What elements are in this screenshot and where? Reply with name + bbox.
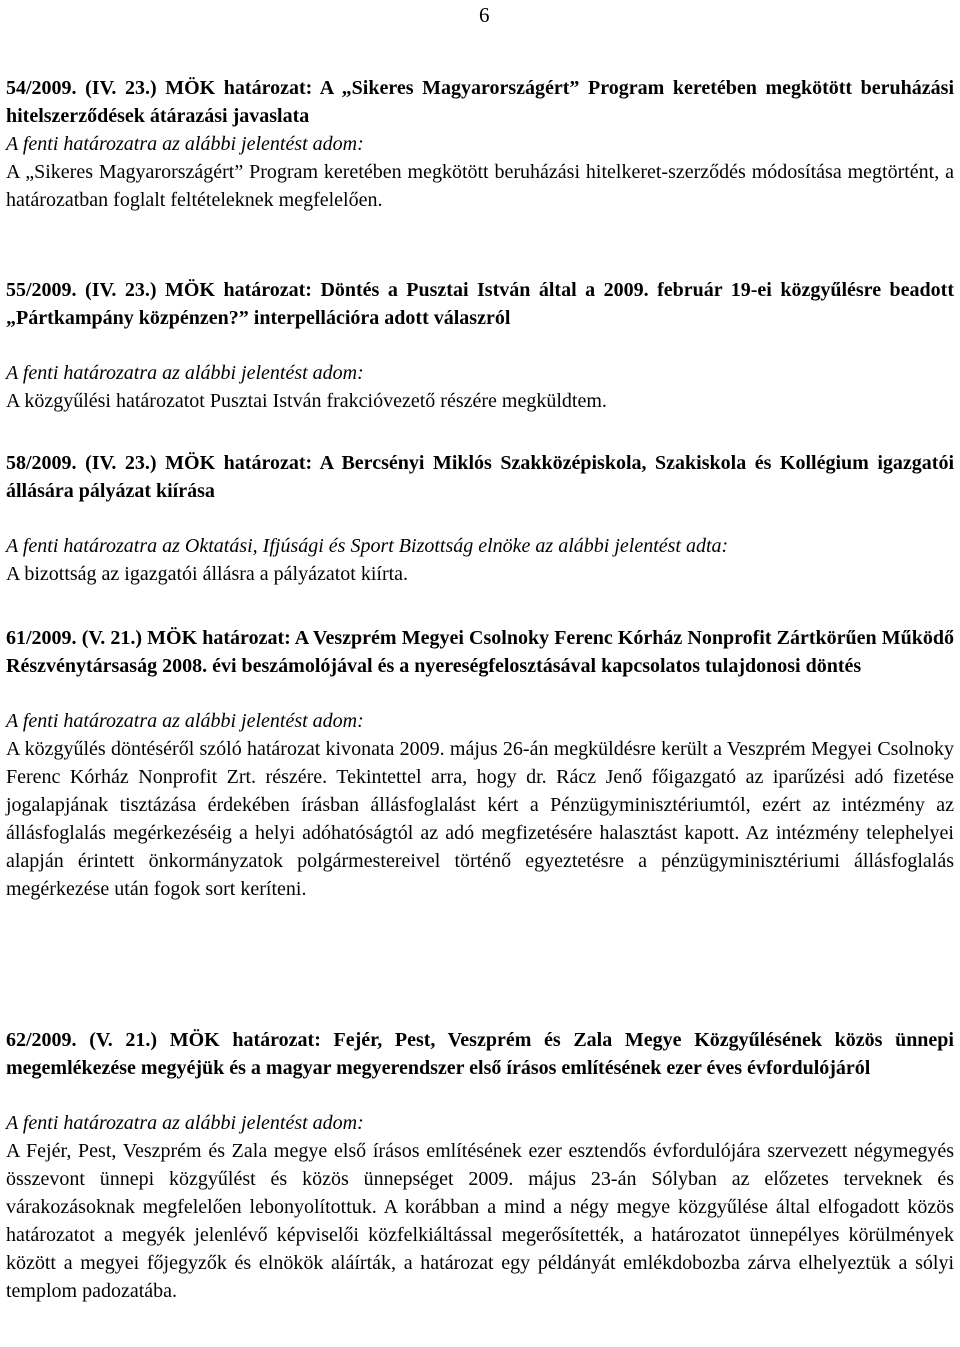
report-body: A Fejér, Pest, Veszprém és Zala megye első írásos említésének ezer esztendős évfordulójára szervezett négymegyés összevont ünnepi közgyűlést és közös ünnepséget 2009. május 23-án Sólyban az előzetes terveknek és várakozásoknak megfelelően lebonyolítottuk. A korábban a mind a négy megye közgyűlése által elfogadott közös határozatot a megyék jelenlévő képviselői közfelkiáltással megerősítették, a határozatot ünnepélyes körülmények között a megyei főjegyzők és elnökök aláírták, a határozat egy példányát emlékdobozba zárva elhelyeztük a sólyi templom padozatába. [6, 1140, 954, 1302]
report-label: A fenti határozatra az Oktatási, Ifjúsági és Sport Bizottság elnöke az alábbi jelentést adta: [6, 535, 729, 557]
report-body: A közgyűlés döntéséről szóló határozat kivonata 2009. május 26-án megküldésre került a Veszprém Megyei Csolnoky Ferenc Kórház Nonprofit Zrt. részére. Tekintettel arra, hogy dr. Rácz Jenő főigazgató az iparűzési adó fizetése jogalapjának tisztázása érdekében írásban állásfoglalást kért a Pénzügyminisztériumtól, ezért az intézmény az állásfoglalás megérkezéséig a helyi adóhatóságtól az adó megfizetésére halasztást kapott. Az intézmény telephelyei alapján érintett önkormányzatok polgármestereivel történő egyeztetésre a pénzügyminisztériumi állásfoglalás megérkezése után fogok sort keríteni. [6, 738, 954, 900]
resolution-entry [6, 1026, 954, 1305]
report-body: A közgyűlési határozatot Pusztai István frakcióvezető részére megküldtem. [6, 390, 607, 412]
resolution-entry [6, 449, 954, 588]
report-body: A „Sikeres Magyarországért” Program keretében megkötött beruházási hitelkeret-szerződés módosítása megtörtént, a határozatban foglalt feltételeknek megfelelően. [6, 161, 954, 211]
report-label: A fenti határozatra az alábbi jelentést adom: [6, 710, 364, 732]
resolution-heading: 58/2009. (IV. 23.) MÖK határozat: A Bercsényi Miklós Szakközépiskola, Szakiskola és Kollégium igazgatói állására pályázat kiírása [6, 452, 954, 502]
resolution-heading: 61/2009. (V. 21.) MÖK határozat: A Veszprém Megyei Csolnoky Ferenc Kórház Nonprofit Zártkörűen Működő Részvénytársaság 2008. évi beszámolójával és a nyereségfelosztásával kapcsolatos tulajdonosi döntés [6, 627, 954, 677]
resolution-entry [6, 74, 954, 214]
report-label: A fenti határozatra az alábbi jelentést adom: [6, 133, 364, 155]
resolution-entry [6, 624, 954, 903]
resolution-heading: 54/2009. (IV. 23.) MÖK határozat: A „Sikeres Magyarországért” Program keretében megkötött beruházási hitelszerződések átárazási javaslata [6, 77, 954, 127]
report-label: A fenti határozatra az alábbi jelentést adom: [6, 1112, 364, 1134]
report-label: A fenti határozatra az alábbi jelentést adom: [6, 362, 364, 384]
report-body: A bizottság az igazgatói állásra a pályázatot kiírta. [6, 563, 409, 585]
resolution-entry [6, 276, 954, 415]
resolution-heading: 62/2009. (V. 21.) MÖK határozat: Fejér, Pest, Veszprém és Zala Megye Közgyűlésének közös ünnepi megemlékezése megyéjük és a magyar megyerendszer első írásos említésének ezer éves évfordulójáról [6, 1029, 954, 1079]
page-number: 6 [479, 3, 490, 27]
resolution-heading: 55/2009. (IV. 23.) MÖK határozat: Döntés a Pusztai István által a 2009. február 19-ei közgyűlésre beadott „Pártkampány közpénzen?” interpellációra adott válaszról [6, 279, 954, 329]
